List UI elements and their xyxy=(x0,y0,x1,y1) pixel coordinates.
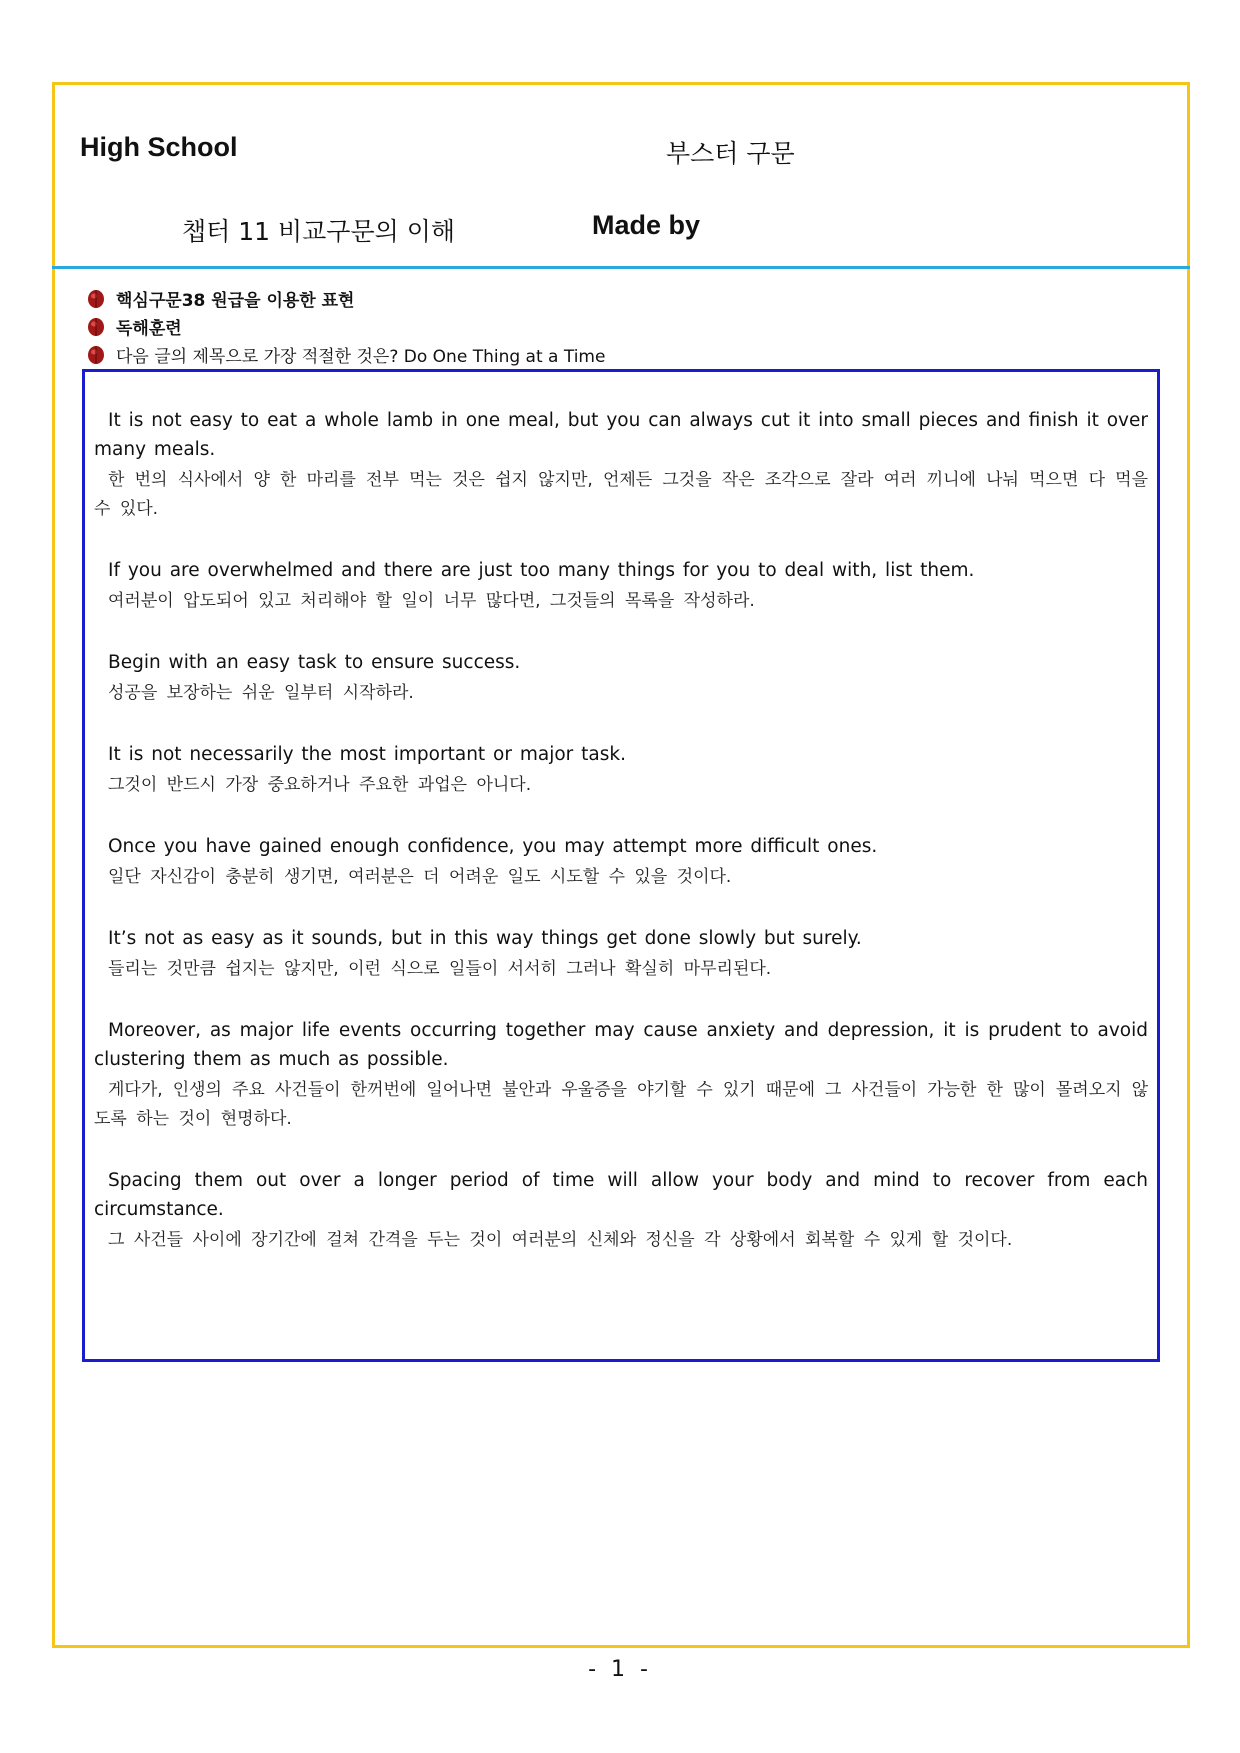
korean-translation: 성공을 보장하는 쉬운 일부터 시작하라. xyxy=(108,683,414,703)
sentence-pair xyxy=(94,1166,1148,1255)
korean-translation: 그 사건들 사이에 장기간에 걸쳐 간격을 두는 것이 여러분의 신체와 정신을 각 상황에서 회복할 수 있게 할 것이다. xyxy=(108,1230,1013,1250)
korean-translation: 게다가, 인생의 주요 사건들이 한꺼번에 일어나면 불안과 우울증을 야기할 수 있기 때문에 그 사건들이 가능한 한 많이 몰려오지 않도록 하는 것이 현명하다. xyxy=(94,1080,1148,1129)
sentence-pair xyxy=(94,924,1148,984)
passage-box xyxy=(82,369,1160,1362)
page-number: - 1 - xyxy=(588,1657,652,1682)
bullet-text: 다음 글의 제목으로 가장 적절한 것은? Do One Thing at a Time xyxy=(116,346,606,367)
korean-translation: 그것이 반드시 가장 중요하거나 주요한 과업은 아니다. xyxy=(108,775,532,795)
bullet-text: 독해훈련 xyxy=(116,318,182,339)
header-left-title: High School xyxy=(80,132,238,162)
sentence-pair xyxy=(94,648,1148,708)
korean-translation: 한 번의 식사에서 양 한 마리를 전부 먹는 것은 쉽지 않지만, 언제든 그것을 작은 조각으로 잘라 여러 끼니에 나눠 먹으면 다 먹을 수 있다. xyxy=(94,470,1148,519)
header-right-title: 부스터 구문 xyxy=(666,139,795,168)
bullet-list xyxy=(84,284,605,368)
ladybug-bullet-icon xyxy=(84,342,108,366)
english-sentence: Once you have gained enough confidence, you may attempt more difficult ones. xyxy=(108,836,878,857)
english-sentence: It is not necessarily the most important or major task. xyxy=(108,744,626,765)
korean-translation: 여러분이 압도되어 있고 처리해야 할 일이 너무 많다면, 그것들의 목록을 작성하라. xyxy=(108,591,755,611)
english-sentence: It is not easy to eat a whole lamb in one meal, but you can always cut it into small pieces and finish it over many meals. xyxy=(94,410,1148,460)
bullet-text: 핵심구문38 원급을 이용한 표현 xyxy=(116,290,355,311)
sentence-pair xyxy=(94,406,1148,524)
sentence-pair xyxy=(94,740,1148,800)
korean-translation: 들리는 것만큼 쉽지는 않지만, 이런 식으로 일들이 서서히 그러나 확실히 마무리된다. xyxy=(108,959,772,979)
bullet-item xyxy=(84,340,605,368)
sentence-pair xyxy=(94,556,1148,616)
header-divider xyxy=(52,266,1190,269)
english-sentence: It’s not as easy as it sounds, but in this way things get done slowly but surely. xyxy=(108,928,862,949)
korean-translation: 일단 자신감이 충분히 생기면, 여러분은 더 어려운 일도 시도할 수 있을 것이다. xyxy=(108,867,732,887)
english-sentence: If you are overwhelmed and there are just too many things for you to deal with, list them. xyxy=(108,560,975,581)
bullet-item xyxy=(84,284,605,312)
english-sentence: Begin with an easy task to ensure success. xyxy=(108,652,521,673)
ladybug-bullet-icon xyxy=(84,286,108,310)
sentence-pair xyxy=(94,832,1148,892)
chapter-title: 챕터 11 비교구문의 이해 xyxy=(182,217,456,246)
english-sentence: Moreover, as major life events occurring together may cause anxiety and depression, it is prudent to avoid clustering them as much as possible. xyxy=(94,1020,1148,1070)
bullet-item xyxy=(84,312,605,340)
ladybug-bullet-icon xyxy=(84,314,108,338)
sentence-pair xyxy=(94,1016,1148,1134)
made-by-label: Made by xyxy=(592,210,701,240)
english-sentence: Spacing them out over a longer period of time will allow your body and mind to recover from each circumstance. xyxy=(94,1170,1148,1220)
